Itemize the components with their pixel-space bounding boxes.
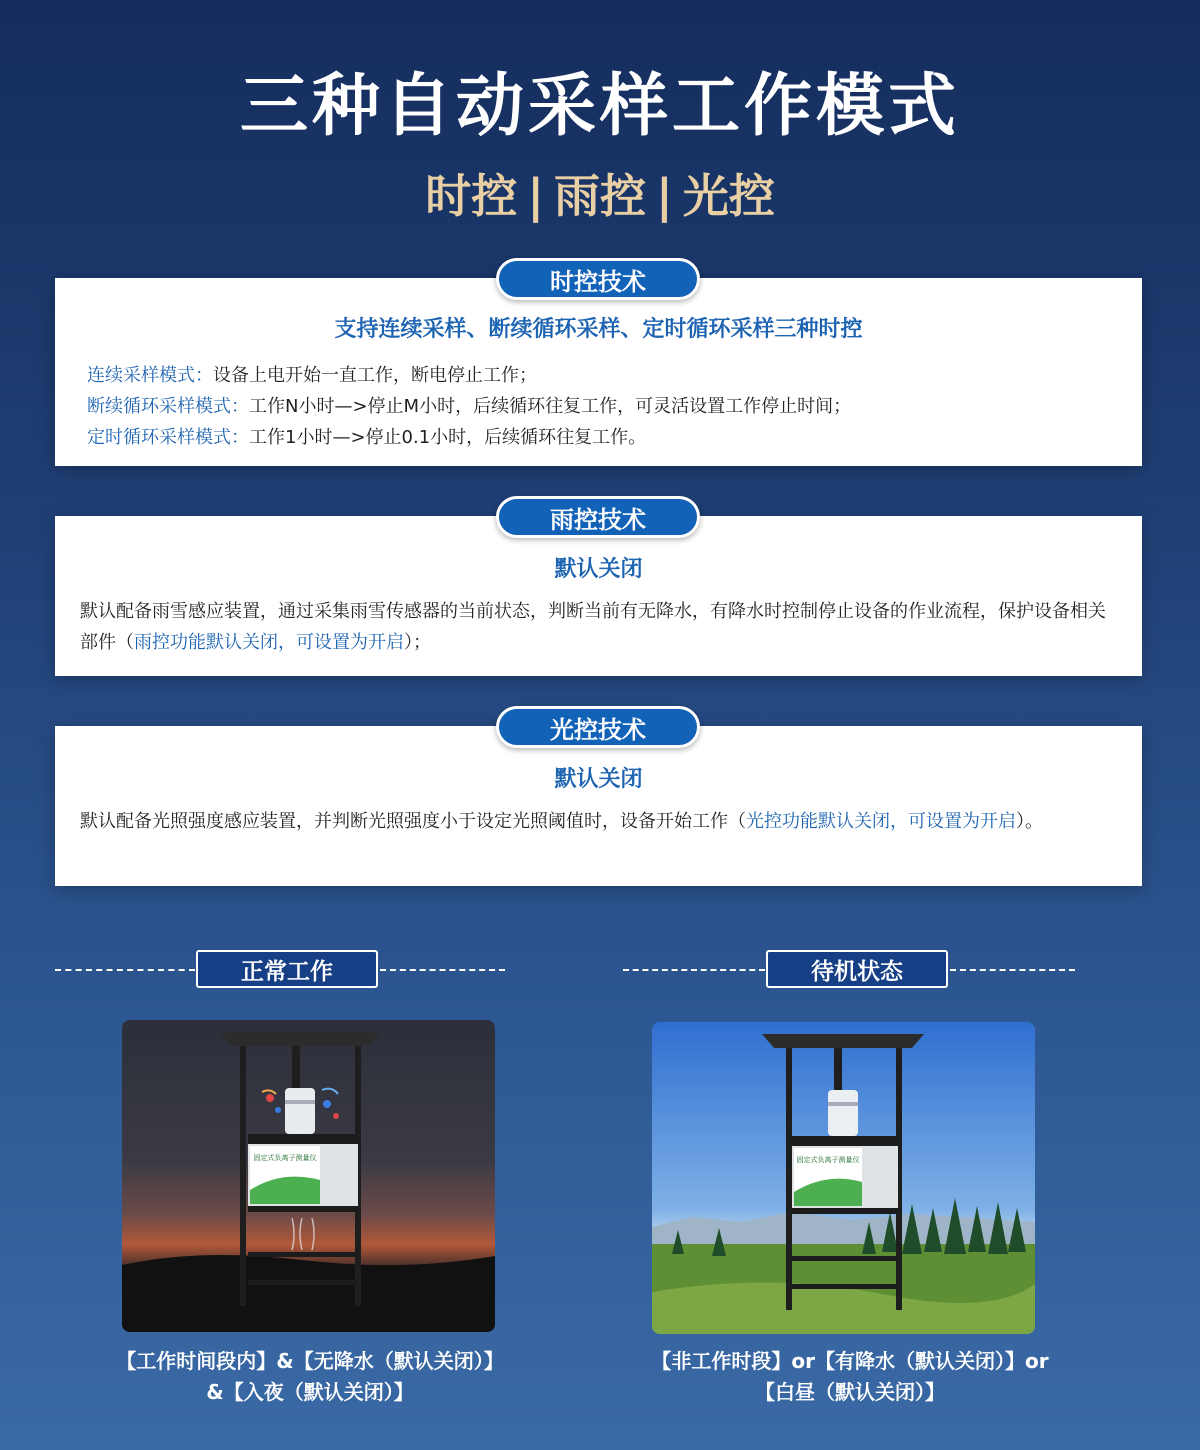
rain-control-label: 雨控技术 <box>496 496 700 538</box>
light-control-description <box>80 806 1112 837</box>
time-control-headline: 支持连续采样、断续循环采样、定时循环采样三种时控 <box>334 317 863 342</box>
desc-text: ）； <box>404 632 431 653</box>
mode-continuous <box>87 360 851 391</box>
desc-highlight: 光控功能默认关闭，可设置为开启 <box>746 811 1016 832</box>
device-brand-text: 固定式负离子测量仪 <box>796 1156 860 1164</box>
working-caption <box>50 1346 570 1408</box>
desc-text: ）。 <box>1016 811 1043 832</box>
subtitle-time: 时控 <box>425 169 518 223</box>
rain-control-headline: 默认关闭 <box>554 557 643 582</box>
divider <box>380 969 505 971</box>
subtitle-light: 光控 <box>682 169 775 223</box>
desc-highlight: 雨控功能默认关闭，可设置为开启 <box>134 632 404 653</box>
time-control-modes <box>87 360 851 453</box>
mode-intermittent <box>87 391 851 422</box>
page-subtitle <box>0 160 1200 226</box>
standby-photo <box>652 1022 1035 1334</box>
device-brand-text: 固定式负离子测量仪 <box>253 1154 317 1162</box>
working-label: 正常工作 <box>196 950 378 988</box>
divider <box>55 969 195 971</box>
divider <box>623 969 765 971</box>
mode-timed <box>87 422 851 453</box>
mode-desc: 设备上电开始一直工作，断电停止工作； <box>213 365 537 386</box>
mode-name: 定时循环采样模式： <box>87 427 249 448</box>
subtitle-separator: | <box>527 169 544 223</box>
mode-desc: 工作N小时—>停止M小时，后续循环往复工作，可灵活设置工作停止时间； <box>249 396 852 417</box>
time-control-label: 时控技术 <box>496 258 700 300</box>
working-photo <box>122 1020 495 1332</box>
subtitle-separator: | <box>656 169 673 223</box>
page-title: 三种自动采样工作模式 <box>239 67 960 146</box>
rain-control-card <box>55 516 1142 676</box>
caption-line: 【非工作时段】or【有降水（默认关闭）】or <box>651 1349 1049 1373</box>
rain-control-description <box>80 596 1112 658</box>
light-control-label: 光控技术 <box>496 706 700 748</box>
caption-line: 【白昼（默认关闭）】 <box>755 1380 945 1404</box>
day-scene-illustration <box>652 1022 1035 1334</box>
caption-line: &【入夜（默认关闭）】 <box>206 1380 414 1404</box>
night-scene-illustration <box>122 1020 495 1332</box>
divider <box>950 969 1075 971</box>
desc-text: 默认配备雨雪感应装置，通过采集雨雪传感器的当前状态，判断当前有无降水，有降水时控制停止设备的作业流程，保护设备相关部件（ <box>80 601 1106 653</box>
mode-name: 断续循环采样模式： <box>87 396 249 417</box>
desc-text: 默认配备光照强度感应装置，并判断光照强度小于设定光照阈值时，设备开始工作（ <box>80 811 746 832</box>
time-control-card <box>55 278 1142 466</box>
mode-desc: 工作1小时—>停止0.1小时，后续循环往复工作。 <box>249 427 647 448</box>
light-control-headline: 默认关闭 <box>554 767 643 792</box>
standby-label: 待机状态 <box>766 950 948 988</box>
mode-name: 连续采样模式： <box>87 365 213 386</box>
light-control-card <box>55 726 1142 886</box>
standby-caption <box>590 1346 1110 1408</box>
caption-line: 【工作时间段内】&【无降水（默认关闭）】 <box>116 1349 504 1373</box>
subtitle-rain: 雨控 <box>554 169 646 223</box>
